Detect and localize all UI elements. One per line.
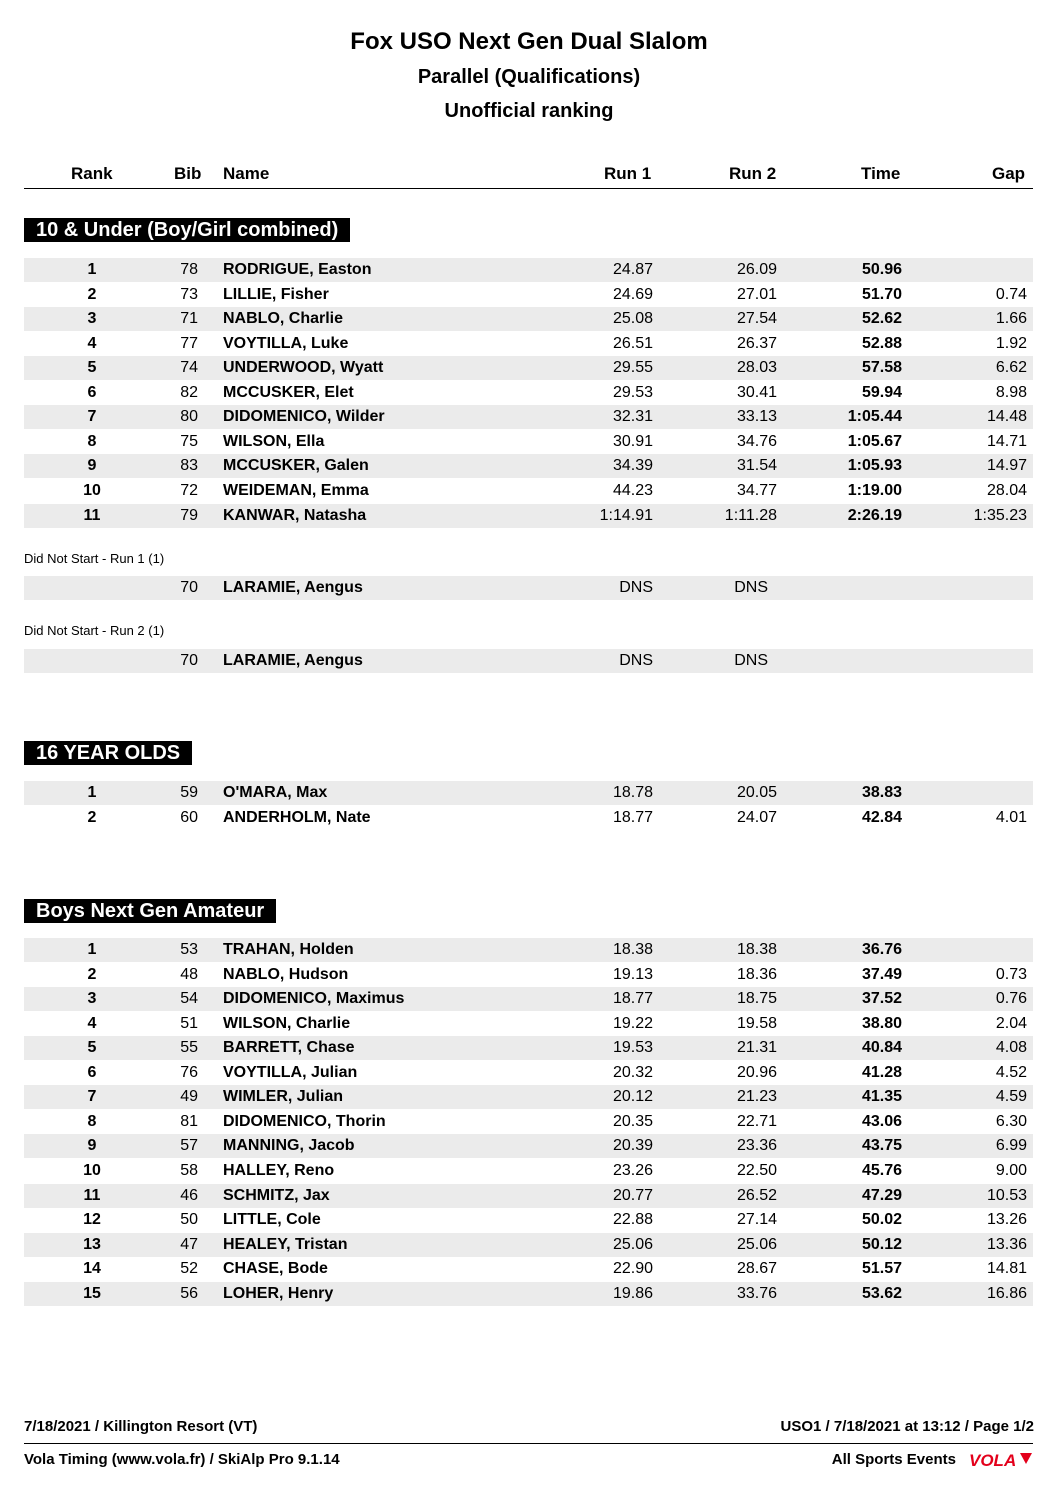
gap-cell: 14.48 <box>986 408 1027 426</box>
run1-cell: 32.31 <box>612 408 653 426</box>
time-cell: 50.96 <box>861 261 902 278</box>
result-row <box>24 283 1033 307</box>
time-cell: 45.76 <box>861 1161 902 1179</box>
bib-cell: 48 <box>180 965 198 983</box>
run1-cell: 25.08 <box>612 310 653 328</box>
time-cell: 50.12 <box>861 1235 902 1253</box>
run2-cell: 21.23 <box>736 1088 777 1106</box>
category-heading: 16 YEAR OLDS <box>24 741 192 765</box>
col-run1: Run 1 <box>604 164 652 183</box>
dns-row <box>24 576 1033 600</box>
col-time: Time <box>861 164 901 183</box>
rank-cell: 6 <box>87 1063 97 1081</box>
run2-cell: 20.96 <box>736 1063 777 1081</box>
athlete-name-cell: WIMLER, Julian <box>223 1088 343 1106</box>
col-rank: Rank <box>71 164 113 183</box>
result-row <box>24 1134 1033 1158</box>
rank-cell: 5 <box>87 359 97 377</box>
bib-cell: 53 <box>180 941 198 958</box>
result-row <box>24 1012 1033 1036</box>
run2-cell: 33.13 <box>736 408 777 426</box>
result-row <box>24 806 1033 830</box>
vola-logo-mark <box>1020 1453 1032 1464</box>
bib-cell: 50 <box>180 1211 198 1229</box>
gap-cell: 9.00 <box>995 1161 1027 1179</box>
time-cell: 51.70 <box>861 285 902 303</box>
run1-cell: 26.51 <box>612 334 653 352</box>
bib-cell: 77 <box>180 334 198 352</box>
footer-page-info: USO1 / 7/18/2021 at 13:12 / Page 1/2 <box>780 1418 1034 1435</box>
gap-cell: 0.76 <box>995 990 1027 1008</box>
result-row <box>24 1036 1033 1060</box>
time-cell: 52.62 <box>861 310 902 328</box>
athlete-name-cell: CHASE, Bode <box>223 1260 328 1278</box>
run2-cell: 31.54 <box>736 457 777 475</box>
time-cell: 37.49 <box>861 965 902 983</box>
bib-cell: 76 <box>180 1063 198 1081</box>
athlete-name-cell: MCCUSKER, Elet <box>223 383 354 401</box>
bib-cell: 79 <box>180 506 198 524</box>
rank-cell: 8 <box>87 1112 97 1130</box>
bib-cell: 81 <box>180 1112 198 1130</box>
run1-cell: 18.78 <box>612 784 653 801</box>
run2-cell: 26.52 <box>736 1186 777 1204</box>
gap-cell: 10.53 <box>986 1186 1027 1204</box>
result-row <box>24 1085 1033 1109</box>
athlete-name-cell: ANDERHOLM, Nate <box>223 808 371 826</box>
bib-cell: 70 <box>180 579 198 596</box>
bib-cell: 83 <box>180 457 198 475</box>
run2-cell: 1:11.28 <box>724 506 777 524</box>
athlete-name-cell: NABLO, Hudson <box>223 965 349 983</box>
athlete-name-cell: TRAHAN, Holden <box>223 941 354 958</box>
run2-cell: 33.76 <box>736 1284 777 1302</box>
run2-status-cell: DNS <box>734 579 768 596</box>
time-cell: 57.58 <box>861 359 902 377</box>
run1-cell: 18.77 <box>612 990 653 1008</box>
bib-cell: 51 <box>180 1014 198 1032</box>
rank-cell: 11 <box>83 506 101 524</box>
run1-cell: 29.53 <box>612 383 653 401</box>
bib-cell: 80 <box>180 408 198 426</box>
gap-cell: 4.59 <box>995 1088 1027 1106</box>
run2-cell: 27.14 <box>736 1211 777 1229</box>
bib-cell: 74 <box>180 359 198 377</box>
footer-software: Vola Timing (www.vola.fr) / SkiAlp Pro 9.1.14 <box>24 1451 340 1468</box>
rank-cell: 7 <box>87 1088 97 1106</box>
rank-cell: 3 <box>87 310 97 328</box>
run2-cell: 28.67 <box>736 1260 777 1278</box>
time-cell: 43.75 <box>861 1137 902 1155</box>
gap-cell: 4.08 <box>995 1039 1027 1057</box>
time-cell: 47.29 <box>861 1186 902 1204</box>
result-row <box>24 504 1033 528</box>
gap-cell: 14.71 <box>986 432 1027 450</box>
run1-cell: 20.12 <box>612 1088 653 1106</box>
run1-cell: 18.77 <box>612 808 653 826</box>
run2-cell: 22.71 <box>736 1112 777 1130</box>
time-cell: 36.76 <box>861 941 902 958</box>
gap-cell: 13.26 <box>986 1211 1027 1229</box>
dns-group-label: Did Not Start - Run 1 (1) <box>24 551 165 566</box>
time-cell: 1:05.44 <box>847 408 902 426</box>
gap-cell: 14.97 <box>986 457 1027 475</box>
run2-cell: 30.41 <box>736 383 777 401</box>
run2-cell: 22.50 <box>736 1161 777 1179</box>
run2-cell: 18.75 <box>736 990 777 1008</box>
result-row <box>24 1208 1033 1232</box>
time-cell: 42.84 <box>861 808 902 826</box>
result-row <box>24 781 1033 805</box>
bib-cell: 49 <box>180 1088 198 1106</box>
athlete-name-cell: MCCUSKER, Galen <box>223 457 369 475</box>
run1-cell: 18.38 <box>612 941 653 958</box>
run2-cell: 27.01 <box>736 285 777 303</box>
rank-cell: 7 <box>87 408 97 426</box>
gap-cell: 13.36 <box>986 1235 1027 1253</box>
gap-cell: 8.98 <box>995 383 1027 401</box>
run1-cell: 22.90 <box>612 1260 653 1278</box>
col-gap: Gap <box>992 164 1026 183</box>
time-cell: 52.88 <box>861 334 902 352</box>
athlete-name-cell: KANWAR, Natasha <box>223 506 367 524</box>
run2-cell: 28.03 <box>736 359 777 377</box>
rank-cell: 3 <box>87 990 97 1008</box>
time-cell: 38.80 <box>861 1014 902 1032</box>
gap-cell: 4.52 <box>995 1063 1027 1081</box>
time-cell: 38.83 <box>861 784 902 801</box>
athlete-name-cell: HEALEY, Tristan <box>223 1235 348 1253</box>
rank-cell: 5 <box>87 1039 97 1057</box>
run2-cell: 26.09 <box>736 261 777 278</box>
rank-cell: 2 <box>87 965 97 983</box>
athlete-name-cell: DIDOMENICO, Wilder <box>223 408 385 426</box>
rank-cell: 10 <box>83 481 101 499</box>
bib-cell: 54 <box>180 990 198 1008</box>
rank-cell: 9 <box>87 457 97 475</box>
gap-cell: 4.01 <box>995 808 1027 826</box>
athlete-name-cell: WEIDEMAN, Emma <box>223 481 369 499</box>
rank-cell: 14 <box>83 1260 101 1278</box>
bib-cell: 52 <box>180 1260 198 1278</box>
gap-cell: 28.04 <box>986 481 1027 499</box>
athlete-name-cell: SCHMITZ, Jax <box>223 1186 330 1204</box>
bib-cell: 59 <box>180 784 198 801</box>
run2-cell: 25.06 <box>736 1235 777 1253</box>
result-row <box>24 1159 1033 1183</box>
result-row <box>24 987 1033 1011</box>
run1-cell: 19.86 <box>612 1284 653 1302</box>
dns-row <box>24 649 1033 673</box>
rank-cell: 2 <box>87 808 97 826</box>
result-row <box>24 454 1033 478</box>
run1-cell: 22.88 <box>612 1211 653 1229</box>
column-header-row <box>24 164 1033 189</box>
athlete-name-cell: RODRIGUE, Easton <box>223 261 372 278</box>
run1-cell: 23.26 <box>612 1161 653 1179</box>
athlete-name-cell: WILSON, Charlie <box>223 1014 351 1032</box>
result-row <box>24 1257 1033 1281</box>
col-run2: Run 2 <box>729 164 777 183</box>
time-cell: 37.52 <box>861 990 902 1008</box>
athlete-name-cell: LARAMIE, Aengus <box>223 579 363 596</box>
result-row <box>24 430 1033 454</box>
run1-status-cell: DNS <box>619 579 653 596</box>
run2-cell: 34.76 <box>736 432 777 450</box>
run1-cell: 20.39 <box>612 1137 653 1155</box>
run2-cell: 26.37 <box>736 334 777 352</box>
athlete-name-cell: VOYTILLA, Julian <box>223 1063 358 1081</box>
run1-cell: 30.91 <box>612 432 653 450</box>
time-cell: 1:19.00 <box>847 481 902 499</box>
result-row <box>24 381 1033 405</box>
rank-cell: 6 <box>87 383 97 401</box>
gap-cell: 6.30 <box>995 1112 1027 1130</box>
rank-cell: 1 <box>87 941 97 958</box>
result-row <box>24 1061 1033 1085</box>
bib-cell: 58 <box>180 1161 198 1179</box>
bib-cell: 56 <box>180 1284 198 1302</box>
bib-cell: 73 <box>180 285 198 303</box>
time-cell: 53.62 <box>861 1284 902 1302</box>
run1-cell: 29.55 <box>612 359 653 377</box>
run1-cell: 25.06 <box>612 1235 653 1253</box>
run2-cell: 21.31 <box>736 1039 777 1057</box>
gap-cell: 6.99 <box>995 1137 1027 1155</box>
gap-cell: 14.81 <box>986 1260 1027 1278</box>
rank-cell: 1 <box>87 261 97 278</box>
rank-cell: 10 <box>83 1161 101 1179</box>
result-row <box>24 405 1033 429</box>
rank-cell: 11 <box>83 1186 101 1204</box>
time-cell: 51.57 <box>861 1260 902 1278</box>
run1-status-cell: DNS <box>619 652 653 669</box>
run2-cell: 27.54 <box>736 310 777 328</box>
gap-cell: 1.66 <box>995 310 1027 328</box>
rank-cell: 9 <box>87 1137 97 1155</box>
result-row <box>24 332 1033 356</box>
time-cell: 40.84 <box>861 1039 902 1057</box>
rank-cell: 13 <box>83 1235 101 1253</box>
rank-cell: 15 <box>83 1284 101 1302</box>
run1-cell: 44.23 <box>612 481 653 499</box>
athlete-name-cell: VOYTILLA, Luke <box>223 334 349 352</box>
bib-cell: 60 <box>180 808 198 826</box>
run1-cell: 24.87 <box>612 261 653 278</box>
result-row <box>24 356 1033 380</box>
bib-cell: 72 <box>180 481 198 499</box>
run2-cell: 18.36 <box>736 965 777 983</box>
time-cell: 1:05.67 <box>847 432 902 450</box>
document-title: Fox USO Next Gen Dual Slalom <box>350 28 708 55</box>
time-cell: 2:26.19 <box>847 506 902 524</box>
rank-cell: 8 <box>87 432 97 450</box>
result-row <box>24 1282 1033 1306</box>
result-row <box>24 307 1033 331</box>
athlete-name-cell: BARRETT, Chase <box>223 1039 355 1057</box>
result-row <box>24 963 1033 987</box>
run1-cell: 1:14.91 <box>599 506 653 524</box>
gap-cell: 6.62 <box>995 359 1027 377</box>
time-cell: 1:05.93 <box>847 457 902 475</box>
bib-cell: 78 <box>180 261 198 278</box>
athlete-name-cell: LARAMIE, Aengus <box>223 652 363 669</box>
run1-cell: 20.77 <box>612 1186 653 1204</box>
bib-cell: 70 <box>180 652 198 669</box>
run1-cell: 19.53 <box>612 1039 653 1057</box>
bib-cell: 55 <box>180 1039 198 1057</box>
time-cell: 41.28 <box>861 1063 902 1081</box>
run1-cell: 20.35 <box>612 1112 653 1130</box>
run1-cell: 24.69 <box>612 285 653 303</box>
bib-cell: 57 <box>180 1137 198 1155</box>
gap-cell: 0.73 <box>995 965 1027 983</box>
result-row <box>24 938 1033 962</box>
bib-cell: 47 <box>180 1235 198 1253</box>
rank-cell: 1 <box>87 784 97 801</box>
run1-cell: 19.13 <box>612 965 653 983</box>
bib-cell: 82 <box>180 383 198 401</box>
athlete-name-cell: UNDERWOOD, Wyatt <box>223 359 384 377</box>
bib-cell: 71 <box>180 310 198 328</box>
gap-cell: 0.74 <box>995 285 1027 303</box>
rank-cell: 12 <box>83 1211 101 1229</box>
time-cell: 50.02 <box>861 1211 902 1229</box>
run2-cell: 24.07 <box>736 808 777 826</box>
col-bib: Bib <box>174 164 202 183</box>
athlete-name-cell: NABLO, Charlie <box>223 310 344 328</box>
col-name: Name <box>223 164 270 183</box>
athlete-name-cell: HALLEY, Reno <box>223 1161 335 1179</box>
result-row <box>24 1110 1033 1134</box>
run1-cell: 34.39 <box>612 457 653 475</box>
rank-cell: 4 <box>87 334 97 352</box>
gap-cell: 1.92 <box>995 334 1027 352</box>
result-row <box>24 479 1033 503</box>
athlete-name-cell: LOHER, Henry <box>223 1284 334 1302</box>
time-cell: 43.06 <box>861 1112 902 1130</box>
run2-status-cell: DNS <box>734 652 768 669</box>
rank-cell: 2 <box>87 285 97 303</box>
time-cell: 41.35 <box>861 1088 902 1106</box>
gap-cell: 2.04 <box>995 1014 1027 1032</box>
athlete-name-cell: LITTLE, Cole <box>223 1211 321 1229</box>
run2-cell: 18.38 <box>736 941 777 958</box>
rank-cell: 4 <box>87 1014 97 1032</box>
run2-cell: 34.77 <box>736 481 777 499</box>
run2-cell: 19.58 <box>736 1014 777 1032</box>
gap-cell: 16.86 <box>986 1284 1027 1302</box>
category-heading: 10 & Under (Boy/Girl combined) <box>24 218 350 242</box>
footer-divider <box>24 1443 1033 1444</box>
category-heading: Boys Next Gen Amateur <box>24 899 276 923</box>
vola-logo <box>968 1449 1034 1473</box>
athlete-name-cell: WILSON, Ella <box>223 432 325 450</box>
run2-cell: 20.05 <box>736 784 777 801</box>
dns-group-label: Did Not Start - Run 2 (1) <box>24 623 165 638</box>
document-subtitle: Parallel (Qualifications) <box>417 66 641 88</box>
ranking-status: Unofficial ranking <box>444 100 614 122</box>
gap-cell: 1:35.23 <box>973 506 1027 524</box>
run1-cell: 20.32 <box>612 1063 653 1081</box>
run1-cell: 19.22 <box>612 1014 653 1032</box>
athlete-name-cell: MANNING, Jacob <box>223 1137 355 1155</box>
result-row <box>24 258 1033 282</box>
footer-organizer: All Sports Events <box>831 1451 956 1468</box>
athlete-name-cell: O'MARA, Max <box>223 784 328 801</box>
bib-cell: 75 <box>180 432 198 450</box>
athlete-name-cell: LILLIE, Fisher <box>223 285 329 303</box>
athlete-name-cell: DIDOMENICO, Maximus <box>223 990 405 1008</box>
vola-logo-text: VOLA <box>969 1451 1017 1470</box>
time-cell: 59.94 <box>861 383 902 401</box>
result-row <box>24 1233 1033 1257</box>
run2-cell: 23.36 <box>736 1137 777 1155</box>
bib-cell: 46 <box>180 1186 198 1204</box>
athlete-name-cell: DIDOMENICO, Thorin <box>223 1112 386 1130</box>
result-row <box>24 1184 1033 1208</box>
footer-event-info: 7/18/2021 / Killington Resort (VT) <box>24 1418 258 1435</box>
